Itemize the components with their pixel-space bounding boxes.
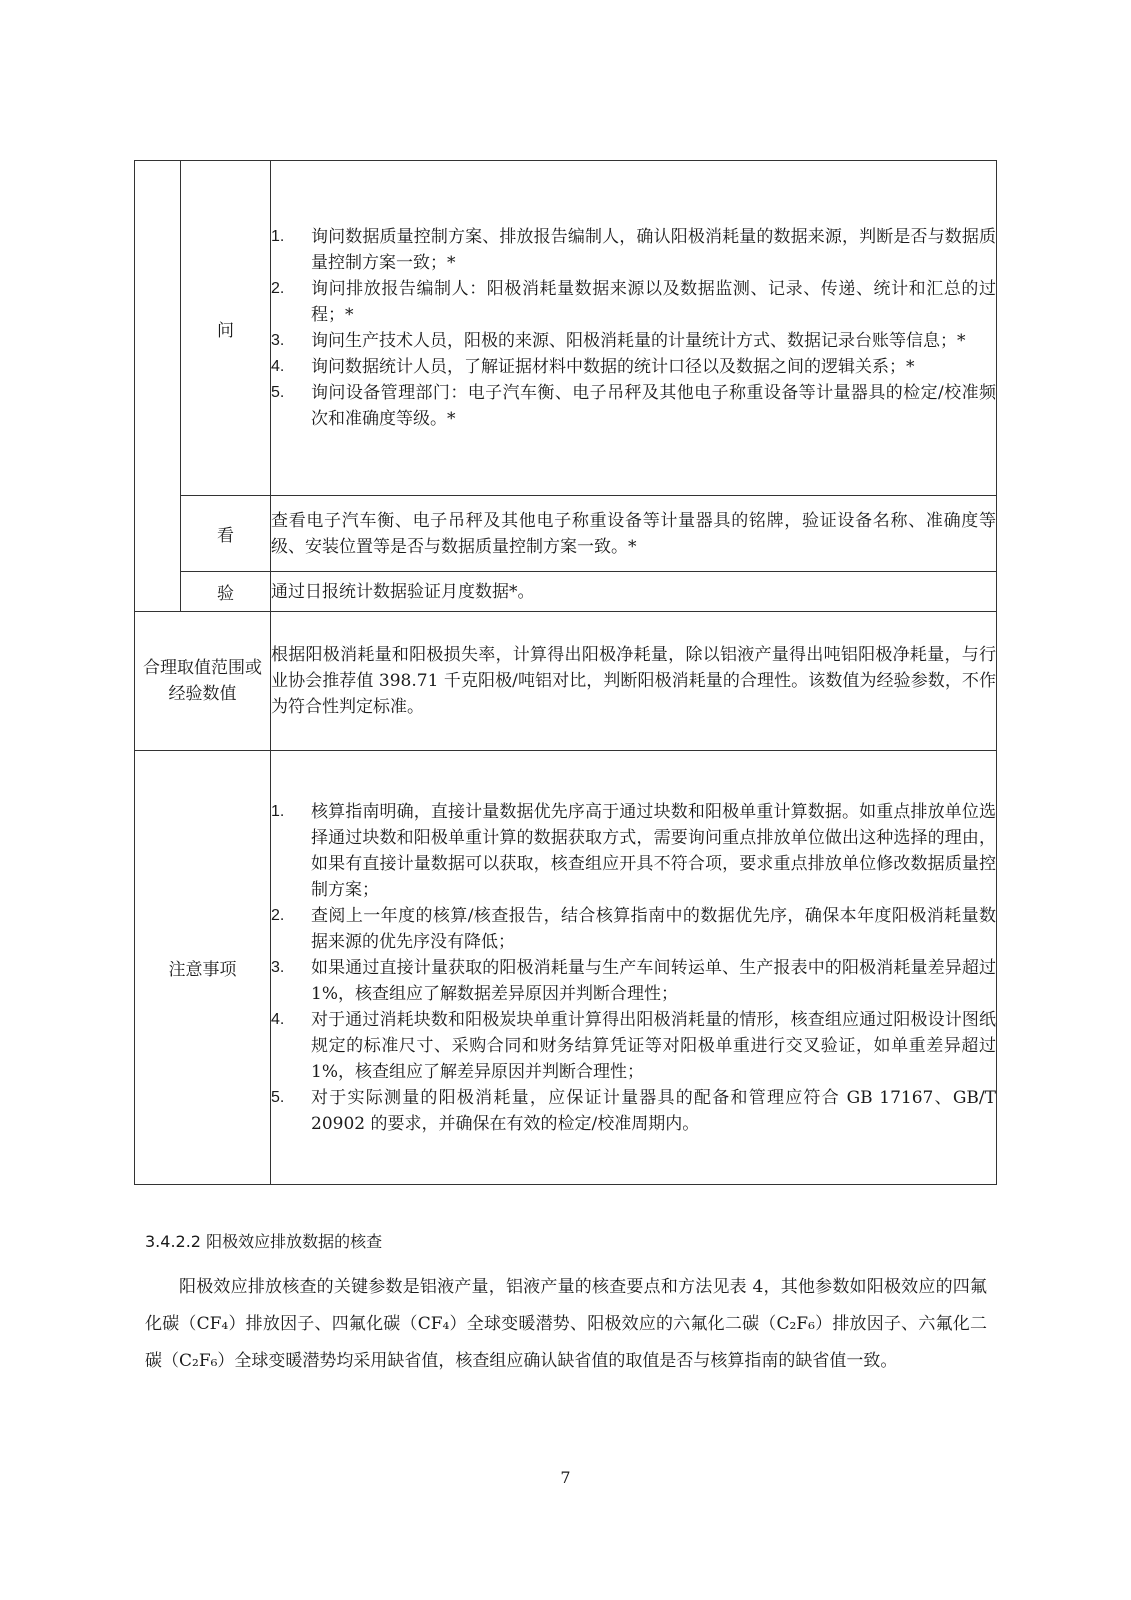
list-item-number: 3. [271, 332, 285, 349]
section-paragraph: 阳极效应排放核查的关键参数是铝液产量，铝液产量的核查要点和方法见表 4，其他参数如阳极效应的四氟化碳（CF₄）排放因子、四氟化碳（CF₄）全球变暖潜势、阳极效应的六氟化二碳（C₂F₆）排放因子、六氟化二碳（C₂F₆）全球变暖潜势均采用缺省值，核查组应确认缺省值的取值是否与核算指南的缺省值一致。 [145, 1277, 987, 1371]
list-item [271, 799, 996, 903]
list-item [271, 903, 996, 955]
list-item-number: 5. [271, 384, 285, 401]
range-label: 合理取值范围或经验数值 [135, 612, 271, 751]
row-notes [135, 751, 997, 1185]
notes-content [271, 751, 997, 1185]
ask-label: 问 [181, 161, 271, 496]
notes-list [271, 799, 996, 1137]
list-item-number: 2. [271, 280, 285, 297]
list-item-text: 查阅上一年度的核算/核查报告，结合核算指南中的数据优先序，确保本年度阳极消耗量数据来源的优先序没有降低； [311, 905, 996, 952]
list-item-text: 询问生产技术人员，阳极的来源、阳极消耗量的计量统计方式、数据记录台账等信息；* [311, 331, 966, 351]
list-item [271, 276, 996, 328]
notes-label: 注意事项 [135, 751, 271, 1185]
list-item-number: 4. [271, 358, 285, 375]
look-content: 查看电子汽车衡、电子吊秤及其他电子称重设备等计量器具的铭牌，验证设备名称、准确度等级、安装位置等是否与数据质量控制方案一致。* [271, 496, 997, 572]
list-item-text: 询问数据质量控制方案、排放报告编制人，确认阳极消耗量的数据来源，判断是否与数据质量控制方案一致；* [311, 227, 996, 273]
list-item [271, 328, 996, 354]
list-item [271, 955, 996, 1007]
list-item [271, 380, 996, 432]
list-item [271, 224, 996, 276]
list-item [271, 1085, 996, 1137]
list-item-number: 2. [271, 906, 285, 924]
list-item-text: 如果通过直接计量获取的阳极消耗量与生产车间转运单、生产报表中的阳极消耗量差异超过 1%，核查组应了解数据差异原因并判断合理性； [311, 957, 996, 1004]
method-group-cell [135, 161, 181, 612]
list-item-number: 3. [271, 958, 285, 976]
page-number: 7 [560, 1468, 571, 1487]
row-verify [135, 572, 997, 612]
list-item-number: 1. [271, 802, 285, 820]
list-item-text: 询问数据统计人员，了解证据材料中数据的统计口径以及数据之间的逻辑关系；* [311, 357, 915, 377]
look-label: 看 [181, 496, 271, 572]
verify-label: 验 [181, 572, 271, 612]
row-look [135, 496, 997, 572]
section-heading: 3.4.2.2 阳极效应排放数据的核查 [145, 1232, 383, 1251]
row-range [135, 612, 997, 751]
row-ask [135, 161, 997, 496]
list-item-text: 对于通过消耗块数和阳极炭块单重计算得出阳极消耗量的情形，核查组应通过阳极设计图纸规定的标准尺寸、采购合同和财务结算凭证等对阳极单重进行交叉验证，如单重差异超过 1%，核查组应了解差异原因并判断合理性； [311, 1009, 996, 1082]
ask-list [271, 224, 996, 432]
list-item-text: 询问设备管理部门：电子汽车衡、电子吊秤及其他电子称重设备等计量器具的检定/校准频次和准确度等级。* [311, 383, 996, 429]
list-item-number: 4. [271, 1010, 285, 1028]
list-item-text: 询问排放报告编制人：阳极消耗量数据来源以及数据监测、记录、传递、统计和汇总的过程；* [311, 279, 996, 325]
list-item-number: 5. [271, 1088, 285, 1106]
range-content: 根据阳极消耗量和阳极损失率，计算得出阳极净耗量，除以铝液产量得出吨铝阳极净耗量，与行业协会推荐值 398.71 千克阳极/吨铝对比，判断阳极消耗量的合理性。该数值为经验参数，不作为符合性判定标准。 [271, 612, 997, 751]
list-item [271, 354, 996, 380]
verification-table [134, 160, 997, 1185]
list-item [271, 1007, 996, 1085]
list-item-number: 1. [271, 228, 285, 245]
list-item-text: 对于实际测量的阳极消耗量，应保证计量器具的配备和管理应符合 GB 17167、GB/T 20902 的要求，并确保在有效的检定/校准周期内。 [311, 1087, 996, 1134]
list-item-text: 核算指南明确，直接计量数据优先序高于通过块数和阳极单重计算数据。如重点排放单位选择通过块数和阳极单重计算的数据获取方式，需要询问重点排放单位做出这种选择的理由，如果有直接计量数据可以获取，核查组应开具不符合项，要求重点排放单位修改数据质量控制方案； [311, 801, 996, 900]
ask-content [271, 161, 997, 496]
verify-content: 通过日报统计数据验证月度数据*。 [271, 572, 997, 612]
